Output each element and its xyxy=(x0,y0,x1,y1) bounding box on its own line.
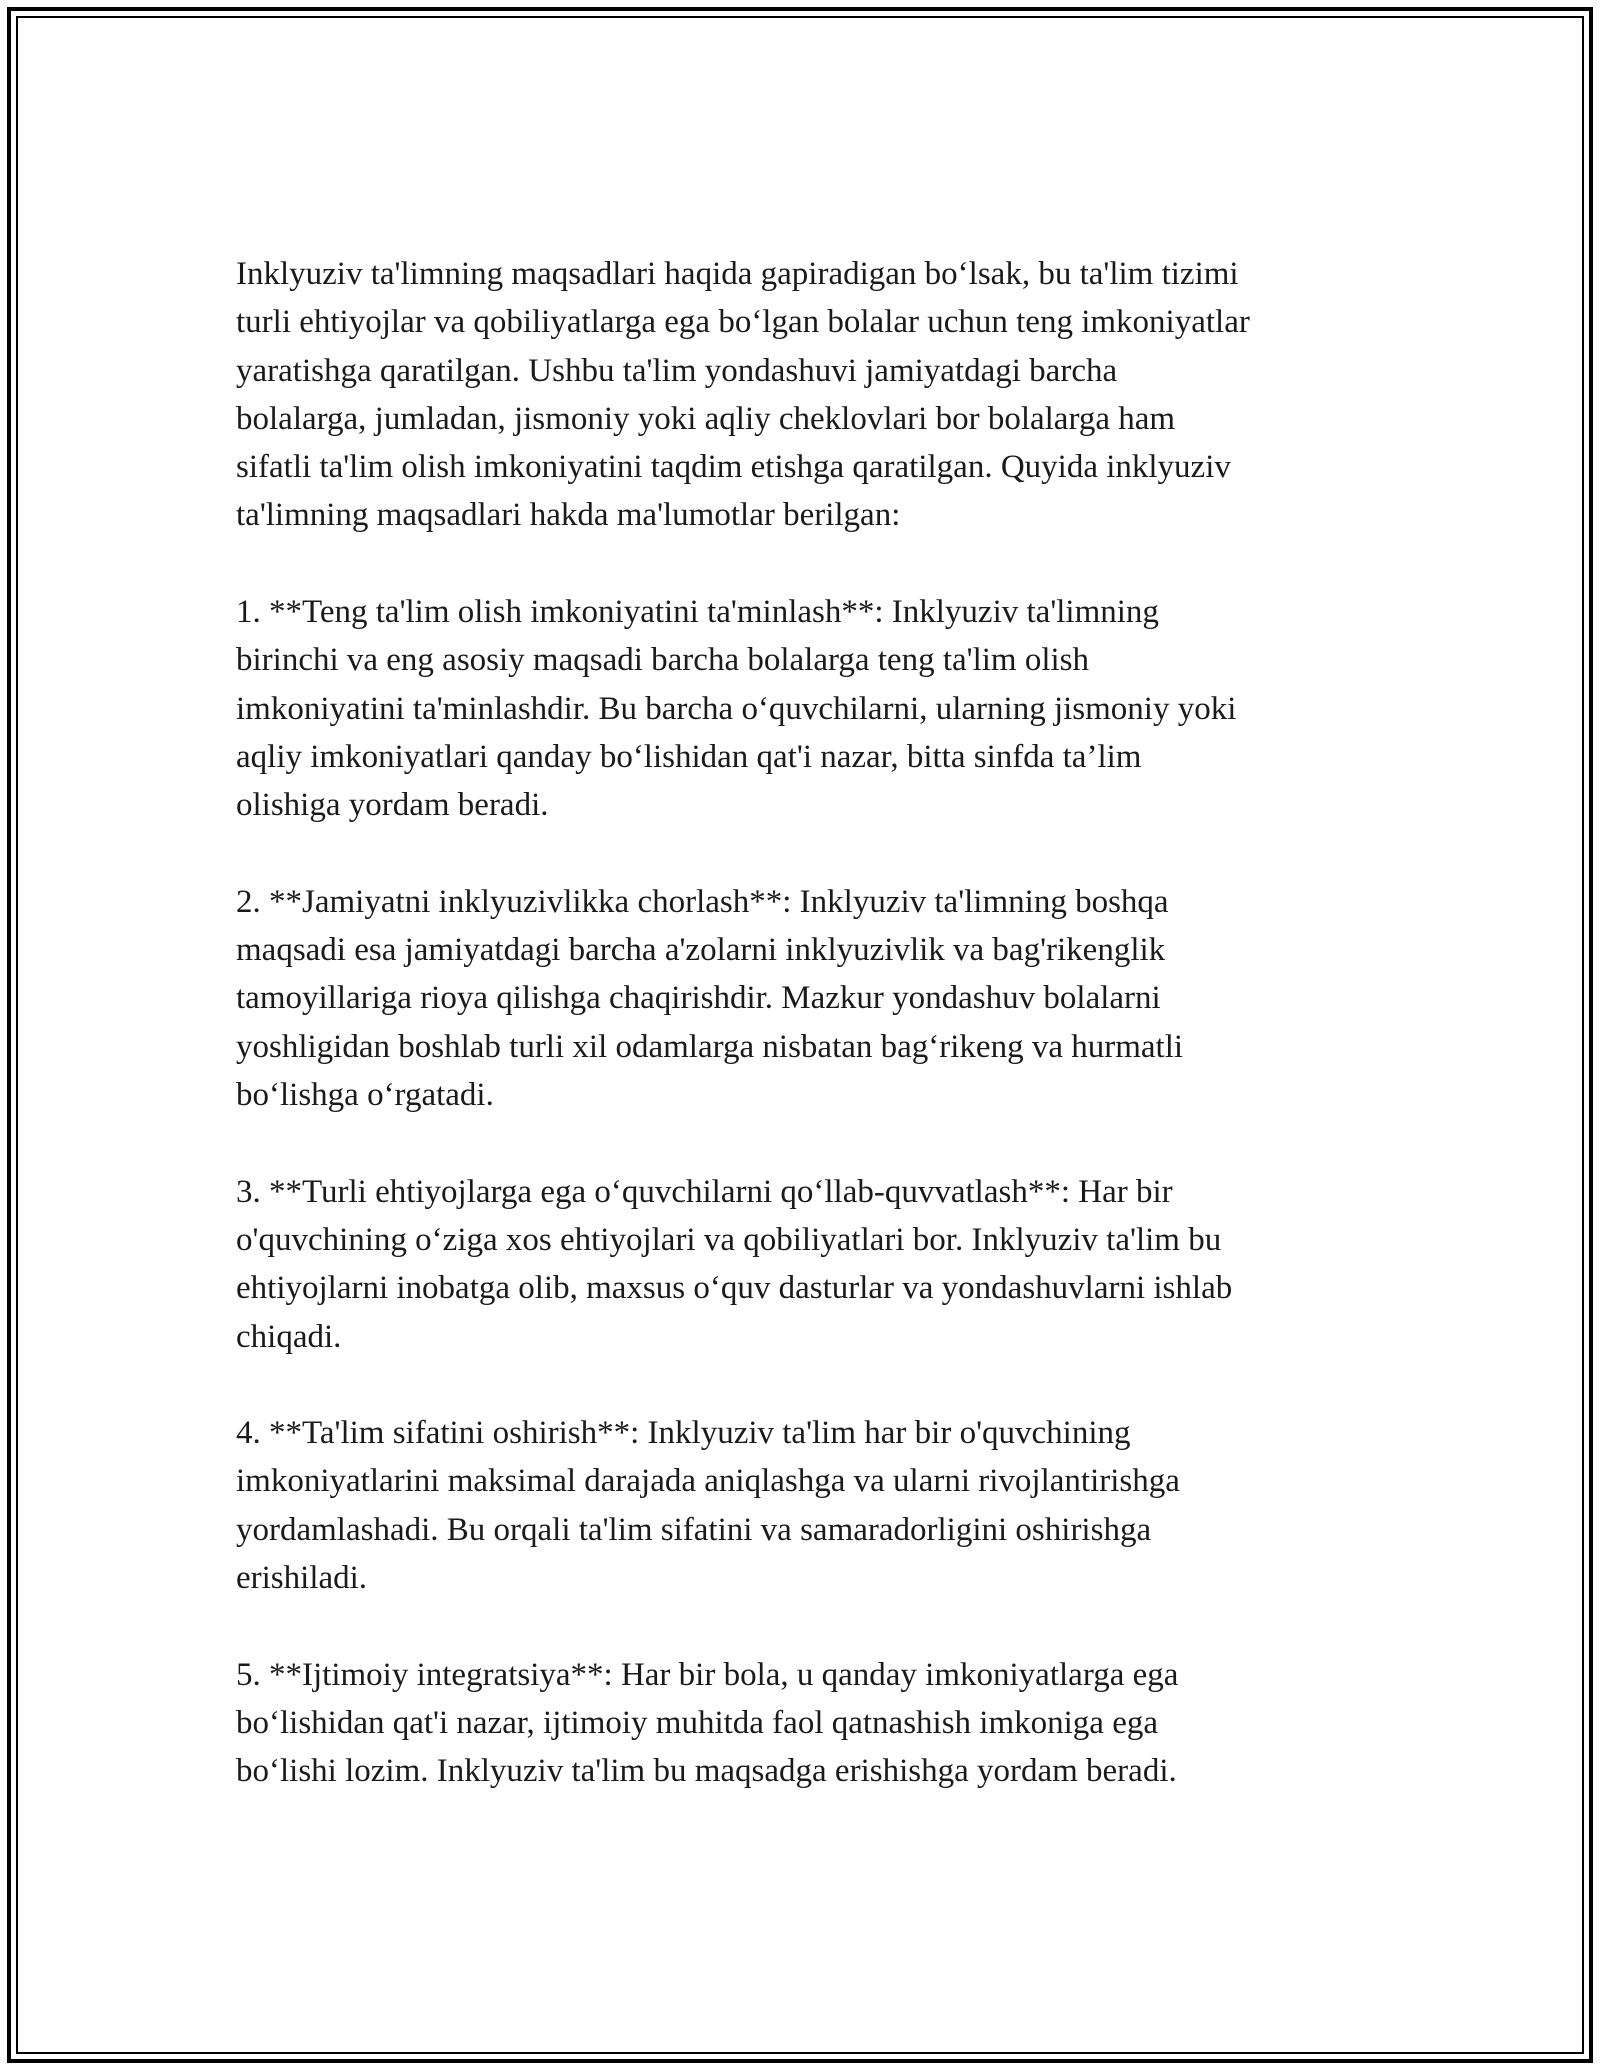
list-item-5: 5. **Ijtimoiy integratsiya**: Har bir bola, u qanday imkoniyatlarga ega bo‘lishidan qat'i nazar, ijtimoiy muhitda faol qatnashish imkoniga ega bo‘lishi lozim. Inklyuziv ta'lim bu maqsadga erishishga yordam beradi. xyxy=(236,1656,1179,1790)
list-item-1: 1. **Teng ta'lim olish imkoniyatini ta'minlash**: Inklyuziv ta'limning birinchi va eng asosiy maqsadi barcha bolalarga teng ta'lim olish imkoniyatini ta'minlashdir. Bu barcha o‘quvchilarni, ularning jismoniy yoki aqliy imkoniyatlari qanday bo‘lishidan qat'i nazar, bitta sinfda ta’lim olishiga yordam beradi. xyxy=(236,594,1237,824)
intro-paragraph: Inklyuziv ta'limning maqsadlari haqida gapiradigan bo‘lsak, bu ta'lim tizimi turli ehtiyojlar va qobiliyatlarga ega bo‘lgan bolalar uchun teng imkoniyatlar yaratishga qaratilgan. Ushbu ta'lim yondashuvi jamiyatdagi barcha bolalarga, jumladan, jismoniy yoki aqliy cheklovlari bor bolalarga ham sifatli ta'lim olish imkoniyatini taqdim etishga qaratilgan. Quyida inklyuziv ta'limning maqsadlari hakda ma'lumotlar berilgan: xyxy=(236,256,1250,534)
list-item-4: 4. **Ta'lim sifatini oshirish**: Inklyuziv ta'lim har bir o'quvchining imkoniyatlarini maksimal darajada aniqlashga va ularni rivojlantirishga yordamlashadi. Bu orqali ta'lim sifatini va samaradorligini oshirishga erishiladi. xyxy=(236,1415,1180,1597)
document-body xyxy=(236,250,1366,1796)
list-item-3: 3. **Turli ehtiyojlarga ega o‘quvchilarni qo‘llab-quvvatlash**: Har bir o'quvchining o‘ziga xos ehtiyojlari va qobiliyatlari bor. Inklyuziv ta'lim bu ehtiyojlarni inobatga olib, maxsus o‘quv dasturlar va yondashuvlarni ishlab chiqadi. xyxy=(236,1173,1233,1355)
list-item-2: 2. **Jamiyatni inklyuzivlikka chorlash**: Inklyuziv ta'limning boshqa maqsadi esa jamiyatdagi barcha a'zolarni inklyuzivlik va bag'rikenglik tamoyillariga rioya qilishga chaqirishdir. Mazkur yondashuv bolalarni yoshligidan boshlab turli xil odamlarga nisbatan bag‘rikeng va hurmatli bo‘lishga o‘rgatadi. xyxy=(236,883,1184,1114)
paragraph-gap xyxy=(236,540,1366,588)
paragraph-gap xyxy=(236,1602,1366,1650)
paragraph-gap xyxy=(236,1119,1366,1167)
paragraph-gap xyxy=(236,1361,1366,1409)
paragraph-gap xyxy=(236,830,1366,878)
